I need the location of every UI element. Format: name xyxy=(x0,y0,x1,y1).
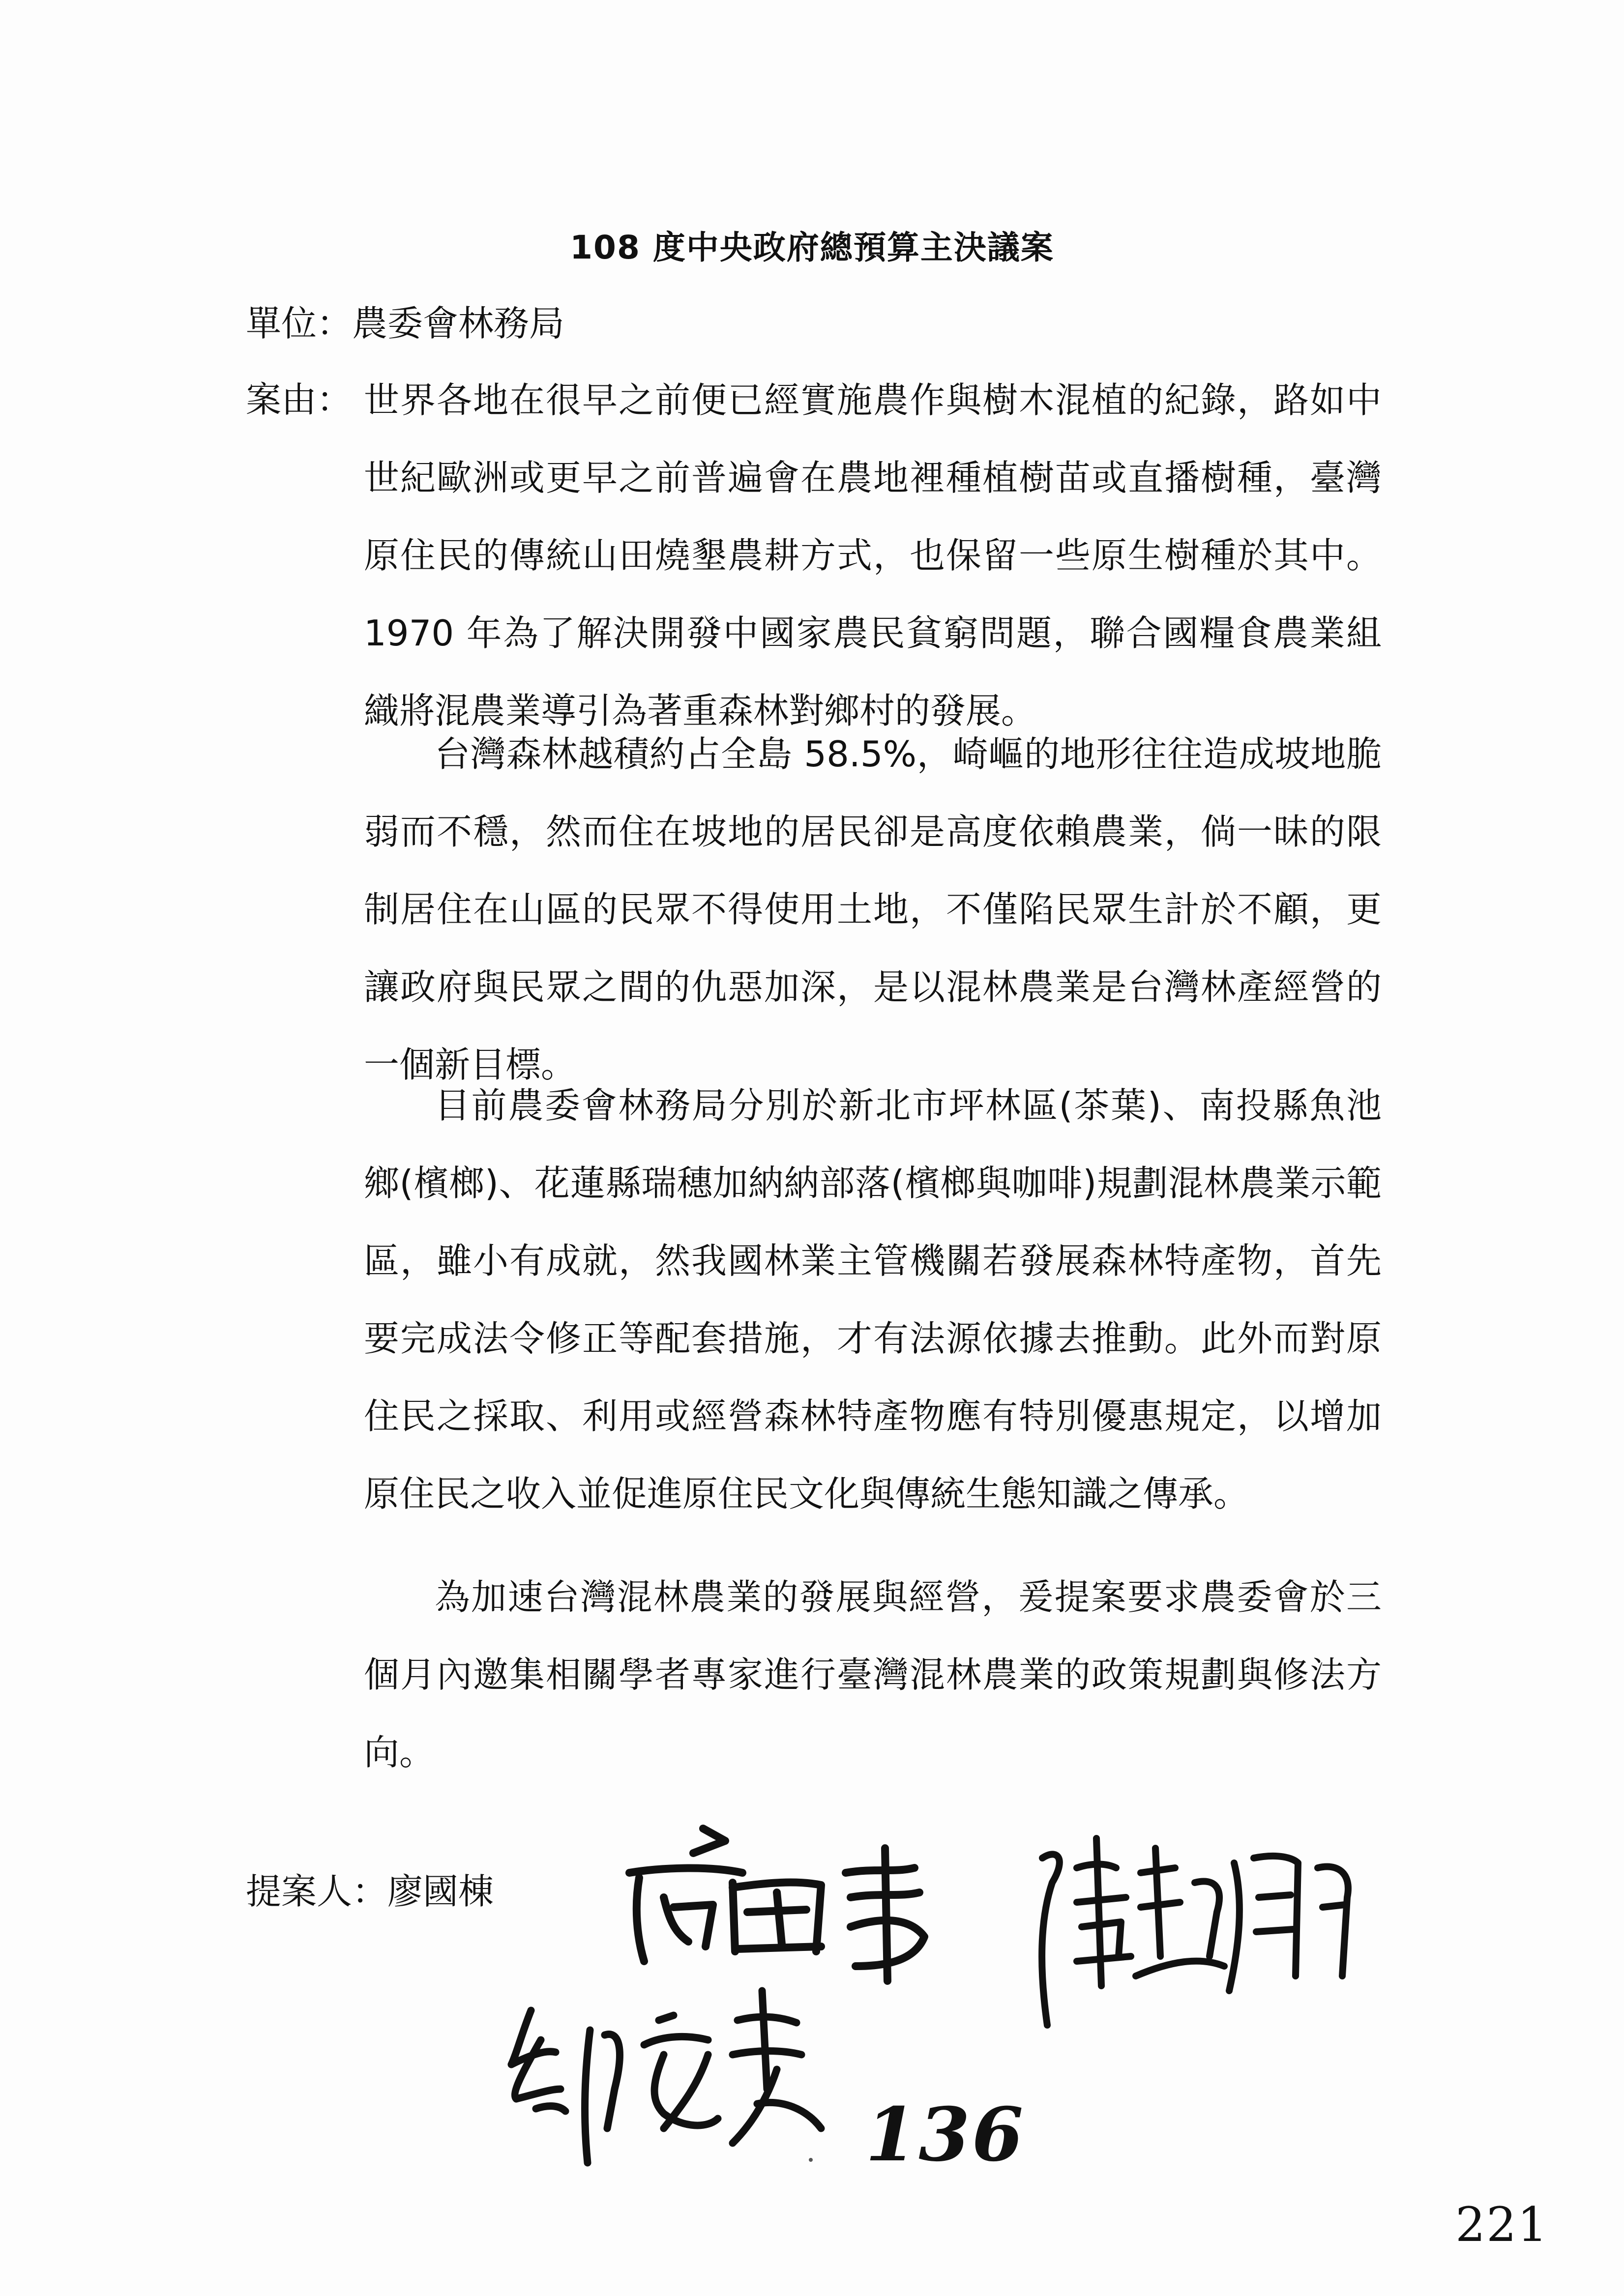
handwritten-number: 136 xyxy=(865,2092,1026,2178)
signature-2 xyxy=(1023,1829,1367,2045)
paragraph-4: 為加速台灣混林農業的發展與經營，爰提案要求農委會於三個月內邀集相關學者專家進行臺灣混林農業的政策規劃與修法方向。 xyxy=(364,1576,1382,1773)
paragraph-3: 目前農委會林務局分別於新北市坪林區(茶葉)、南投縣魚池鄉(檳榔)、花蓮縣瑞穗加納納部落(檳榔與咖啡)規劃混林農業示範區，雖小有成就，然我國林業主管機關若發展森林特產物，首先要完成法令修正等配套措施，才有法源依據去推動。此外而對原住民之採取、利用或經營森林特產物應有特別優惠規定，以增加原住民之收入並促進原住民文化與傳統生態知識之傳承。 xyxy=(364,1085,1382,1514)
unit-line: 單位：農委會林務局 xyxy=(246,303,565,344)
paragraph-1: 世界各地在很早之前便已經實施農作與樹木混植的紀錄，路如中世紀歐洲或更早之前普遍會在農地裡種植樹苗或直播樹種，臺灣原住民的傳統山田燒墾農耕方式，也保留一些原生樹種於其中。1970 年為了解決開發中國家農民貧窮問題，聯合國糧食農業組織將混農業導引為著重森林對鄉村的發展。 xyxy=(364,379,1382,731)
proposer-line: 提案人：廖國棟 xyxy=(246,1871,494,1912)
signature-1 xyxy=(620,1819,974,1996)
corner-page-number: 221 xyxy=(1455,2197,1549,2252)
document-title: 108 度中央政府總預算主決議案 xyxy=(570,229,1054,266)
ink-dot xyxy=(809,2158,813,2162)
paragraph-2: 台灣森林越積約占全島 58.5%，崎嶇的地形往往造成坡地脆弱而不穩，然而住在坡地的居民卻是高度依賴農業，倘一昧的限制居住在山區的民眾不得使用土地，不僅陷民眾生計於不顧，更讓政府與民眾之間的仇惡加深，是以混林農業是台灣林產經營的一個新目標。 xyxy=(364,733,1382,1085)
reason-label: 案由： xyxy=(246,379,353,420)
signature-3 xyxy=(502,1981,846,2173)
